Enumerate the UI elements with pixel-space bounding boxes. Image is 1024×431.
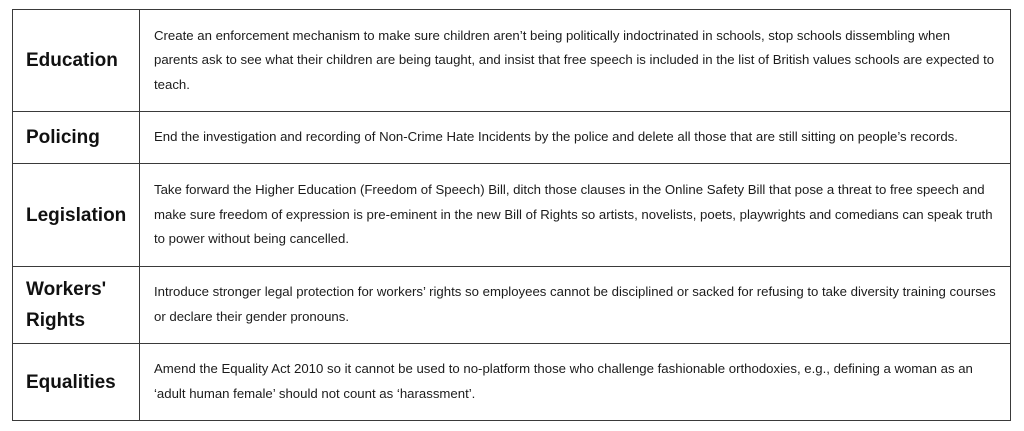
policy-description: Take forward the Higher Education (Freedom of Speech) Bill, ditch those clauses in the Online Safety Bill that pose a threat to free speech and make sure freedom of expression is pre-eminent in the new Bill of Rights so artists, novelists, poets, playwrights and comedians can speak truth to power without being cancelled.	[140, 164, 1011, 267]
table-row	[13, 164, 1011, 267]
policy-table	[12, 9, 1011, 421]
category-label: Workers' Rights	[13, 267, 140, 344]
table-row	[13, 344, 1011, 421]
policy-description: Amend the Equality Act 2010 so it cannot be used to no-platform those who challenge fashionable orthodoxies, e.g., defining a woman as an ‘adult human female’ should not count as ‘harassment’.	[140, 344, 1011, 421]
table-row	[13, 267, 1011, 344]
category-label: Education	[13, 10, 140, 112]
policy-description: End the investigation and recording of Non-Crime Hate Incidents by the police and delete all those that are still sitting on people’s records.	[140, 112, 1011, 164]
policy-description: Introduce stronger legal protection for workers’ rights so employees cannot be disciplined or sacked for refusing to take diversity training courses or declare their gender pronouns.	[140, 267, 1011, 344]
table-row	[13, 112, 1011, 164]
policy-description: Create an enforcement mechanism to make sure children aren’t being politically indoctrinated in schools, stop schools dissembling when parents ask to see what their children are being taught, and insist that free speech is included in the list of British values schools are expected to teach.	[140, 10, 1011, 112]
category-label: Legislation	[13, 164, 140, 267]
category-label: Equalities	[13, 344, 140, 421]
category-label: Policing	[13, 112, 140, 164]
table-row	[13, 10, 1011, 112]
